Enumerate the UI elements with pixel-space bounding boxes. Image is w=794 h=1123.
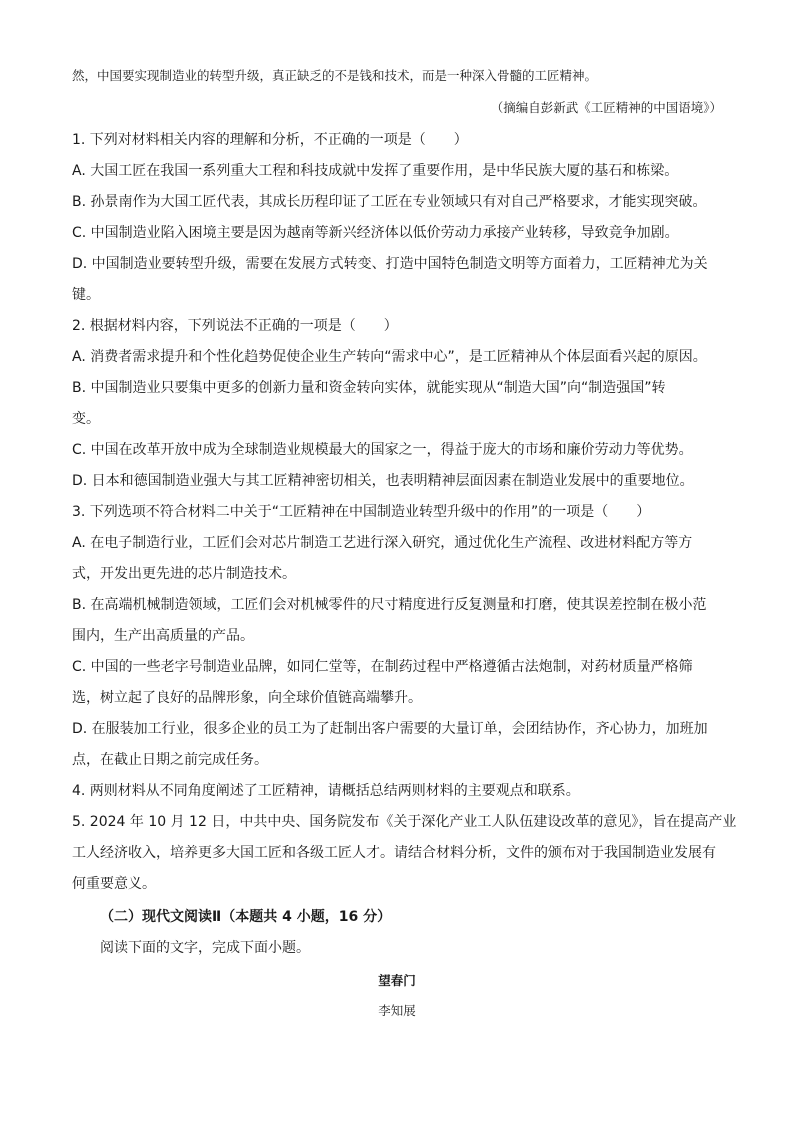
q2-option-c: C. 中国在改革开放中成为全球制造业规模最大的国家之一，得益于庞大的市场和廉价劳动力等优势。 bbox=[72, 442, 693, 458]
q3-option-c-line2: 选，树立起了良好的品牌形象，向全球价值链高端攀升。 bbox=[72, 690, 422, 706]
q5-line2: 工人经济收入，培养更多大国工匠和各级工匠人才。请结合材料分析，文件的颁布对于我国制造业发展有 bbox=[72, 845, 716, 861]
q1-option-d-line2: 键。 bbox=[72, 287, 100, 303]
q5-line1: 5. 2024 年 10 月 12 日，中共中央、国务院发布《关于深化产业工人队伍建设改革的意见》，旨在提高产业 bbox=[72, 814, 737, 830]
q3-option-a-line2: 式，开发出更先进的芯片制造技术。 bbox=[72, 566, 296, 582]
q3-option-d-line1: D. 在服装加工行业，很多企业的员工为了赶制出客户需要的大量订单，会团结协作，齐心协力，加班加 bbox=[72, 721, 708, 737]
q3-option-c-line1: C. 中国的一些老字号制造业品牌，如同仁堂等，在制药过程中严格遵循古法炮制，对药材质量严格筛 bbox=[72, 659, 693, 675]
section-heading: （二）现代文阅读Ⅱ（本题共 4 小题，16 分） bbox=[100, 909, 392, 925]
q3-option-d-line2: 点，在截止日期之前完成任务。 bbox=[72, 752, 268, 768]
story-title: 望春门 bbox=[378, 973, 416, 988]
q2-option-b-line2: 变。 bbox=[72, 411, 100, 427]
q1-option-d-line1: D. 中国制造业要转型升级，需要在发展方式转变、打造中国特色制造文明等方面着力，工匠精神尤为关 bbox=[72, 256, 708, 272]
q1-option-b: B. 孙景南作为大国工匠代表，其成长历程印证了工匠在专业领域只有对自己严格要求，才能实现突破。 bbox=[72, 194, 707, 210]
q5-line3: 何重要意义。 bbox=[72, 876, 156, 892]
q2-option-b-line1: B. 中国制造业只要集中更多的创新力量和资金转向实体，就能实现从“制造大国”向“制造强国”转 bbox=[72, 380, 666, 396]
reading-instruction: 阅读下面的文字，完成下面小题。 bbox=[100, 940, 310, 956]
q1-option-a: A. 大国工匠在我国一系列重大工程和科技成就中发挥了重要作用，是中华民族大厦的基石和栋梁。 bbox=[72, 163, 679, 179]
q3-option-a-line1: A. 在电子制造行业，工匠们会对芯片制造工艺进行深入研究，通过优化生产流程、改进材料配方等方 bbox=[72, 535, 693, 551]
intro-line: 然，中国要实现制造业的转型升级，真正缺乏的不是钱和技术，而是一种深入骨髓的工匠精神。 bbox=[72, 68, 598, 83]
source-citation: （摘编自彭新武《工匠精神的中国语境》） bbox=[490, 100, 722, 115]
q1-stem: 1. 下列对材料相关内容的理解和分析，不正确的一项是（ ） bbox=[72, 132, 468, 148]
story-author: 李知展 bbox=[378, 1003, 416, 1018]
q3-option-b-line2: 围内，生产出高质量的产品。 bbox=[72, 628, 254, 644]
q2-option-d: D. 日本和德国制造业强大与其工匠精神密切相关，也表明精神层面因素在制造业发展中的重要地位。 bbox=[72, 473, 694, 489]
q2-option-a: A. 消费者需求提升和个性化趋势促使企业生产转向“需求中心”，是工匠精神从个体层面看兴起的原因。 bbox=[72, 349, 707, 365]
q1-option-c: C. 中国制造业陷入困境主要是因为越南等新兴经济体以低价劳动力承接产业转移，导致竞争加剧。 bbox=[72, 225, 679, 241]
q4-stem: 4. 两则材料从不同角度阐述了工匠精神，请概括总结两则材料的主要观点和联系。 bbox=[72, 783, 580, 799]
q2-stem: 2. 根据材料内容，下列说法不正确的一项是（ ） bbox=[72, 318, 398, 334]
q3-option-b-line1: B. 在高端机械制造领域，工匠们会对机械零件的尺寸精度进行反复测量和打磨，使其误差控制在极小范 bbox=[72, 597, 707, 613]
q3-stem: 3. 下列选项不符合材料二中关于“工匠精神在中国制造业转型升级中的作用”的一项是（ ） bbox=[72, 504, 651, 520]
